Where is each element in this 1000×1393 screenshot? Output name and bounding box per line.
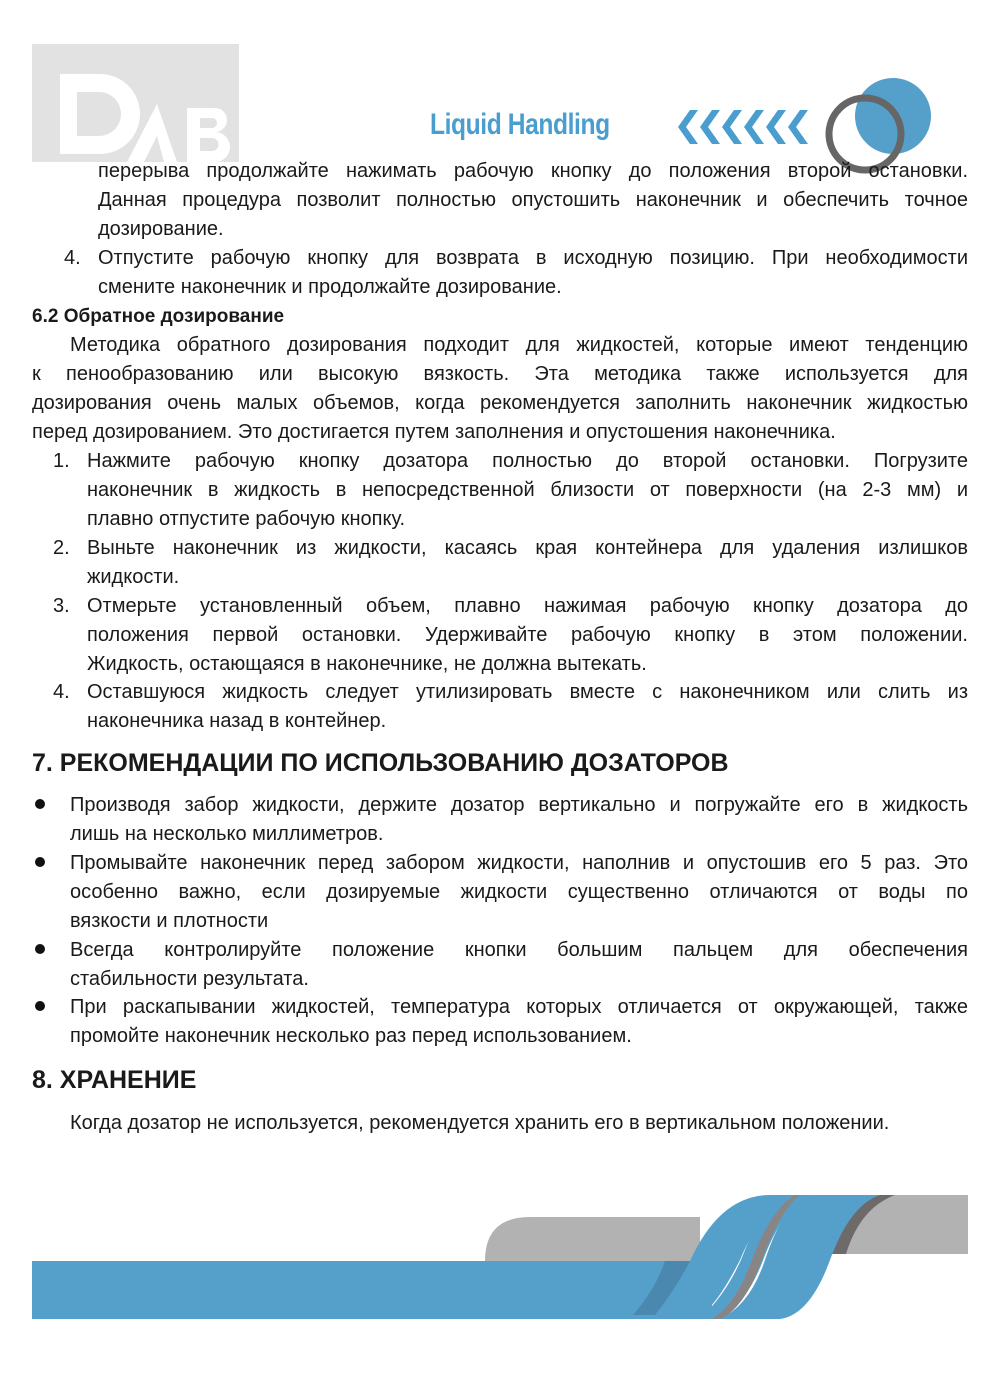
- paragraph-line: Данная процедура позволит полностью опустошить наконечник и обеспечить точное: [98, 189, 968, 211]
- step-text-line: плавно отпустите рабочую кнопку.: [87, 508, 406, 530]
- footer-wave-decoration: [0, 1180, 1000, 1340]
- step-text-line: смените наконечник и продолжайте дозирование.: [98, 276, 562, 298]
- step-text-line: Жидкость, остающаяся в наконечнике, не должна вытекать.: [87, 653, 647, 675]
- bullet-text-line: стабильности результата.: [70, 968, 309, 990]
- bullet-text-line: При раскапывании жидкостей, температура которых отличается от окружающей, также: [70, 996, 968, 1018]
- step-text-line: Оставшуюся жидкость следует утилизировать вместе с наконечником или слить из: [87, 681, 968, 703]
- chevrons-left-icon: [676, 110, 808, 144]
- bullet-text-line: вязкости и плотности: [70, 910, 269, 932]
- footer-blue-band: [32, 1261, 712, 1319]
- footer-gray-band-left: [485, 1217, 700, 1261]
- paragraph-line: Методика обратного дозирования подходит для жидкостей, которые имеют тенденцию: [70, 334, 968, 356]
- step-number: 3.: [53, 595, 70, 617]
- paragraph-line: Когда дозатор не используется, рекомендуется хранить его в вертикальном положении.: [70, 1112, 890, 1134]
- step-number: 4.: [64, 247, 81, 269]
- section-heading-6-2: 6.2 Обратное дозирование: [32, 306, 285, 327]
- bullet-text-line: Всегда контролируйте положение кнопки большим пальцем для обеспечения: [70, 939, 968, 961]
- brand-title: Liquid Handling: [430, 108, 610, 141]
- step-number: 4.: [53, 681, 70, 703]
- paragraph-line: перерыва продолжайте нажимать рабочую кнопку до положения второй остановки.: [98, 160, 968, 182]
- bullet-text-line: промойте наконечник несколько раз перед использованием.: [70, 1025, 632, 1047]
- step-text-line: наконечник в жидкость в непосредственной близости от поверхности (на 2-3 мм) и: [87, 479, 968, 501]
- bullet-icon: [35, 799, 45, 809]
- paragraph-line: дозирования очень малых объемов, когда рекомендуется заполнить наконечник жидкостью: [32, 392, 968, 414]
- step-text-line: жидкости.: [87, 566, 180, 588]
- step-text-line: Отмерьте установленный объем, плавно нажимая рабочую кнопку дозатора до: [87, 595, 968, 617]
- bullet-icon: [35, 1001, 45, 1011]
- bullet-text-line: Производя забор жидкости, держите дозатор вертикально и погружайте его в жидкость: [70, 794, 968, 816]
- bullet-text-line: Промывайте наконечник перед забором жидкости, наполнив и опустошив его 5 раз. Это: [70, 852, 968, 874]
- step-text-line: Отпустите рабочую кнопку для возврата в исходную позицию. При необходимости: [98, 247, 968, 269]
- step-number: 2.: [53, 537, 70, 559]
- step-text-line: Нажмите рабочую кнопку дозатора полностью до второй остановки. Погрузите: [87, 450, 968, 472]
- bullet-text-line: лишь на несколько миллиметров.: [70, 823, 384, 845]
- step-text-line: Выньте наконечник из жидкости, касаясь края контейнера для удаления излишков: [87, 537, 968, 559]
- section-heading-8: 8. ХРАНЕНИЕ: [32, 1066, 197, 1094]
- bullet-icon: [35, 944, 45, 954]
- dlab-logo: [32, 44, 239, 162]
- step-number: 1.: [53, 450, 70, 472]
- bullet-text-line: особенно важно, если дозируемые жидкости существенно отличаются от воды по: [70, 881, 968, 903]
- paragraph-line: к пенообразованию или высокую вязкость. Эта методика также используется для: [32, 363, 968, 385]
- section-heading-7: 7. РЕКОМЕНДАЦИИ ПО ИСПОЛЬЗОВАНИЮ ДОЗАТОРОВ: [32, 749, 729, 777]
- paragraph-line: дозирование.: [98, 218, 224, 240]
- paragraph-line: перед дозированием. Это достигается путем заполнения и опустошения наконечника.: [32, 421, 836, 443]
- step-text-line: положения первой остановки. Удерживайте рабочую кнопку в этом положении.: [87, 624, 968, 646]
- bullet-icon: [35, 857, 45, 867]
- step-text-line: наконечника назад в контейнер.: [87, 710, 387, 732]
